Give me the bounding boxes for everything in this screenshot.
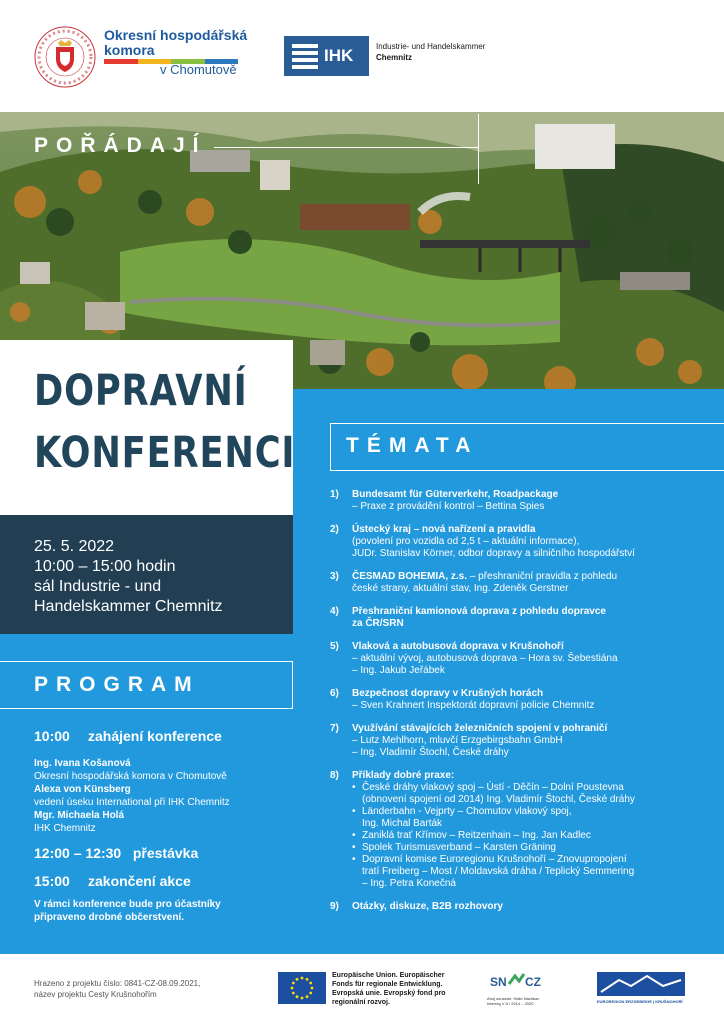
- program-heading: PROGRAM: [34, 673, 200, 696]
- title-line2: KONFERENCI: [34, 428, 296, 478]
- funding-line1: Hrazeno z projektu číslo: 0841-CZ-08.09.2021,: [34, 979, 201, 988]
- ihk-name-line1: Industrie- und Handelskammer: [376, 42, 486, 51]
- eu-funding-text: Europäische Union. Europäischer Fonds für regionale Entwicklung. Evropská unie. Evropský fond pro regionální rozvoj.: [332, 972, 446, 1006]
- speaker-name: Alexa von Künsberg: [34, 784, 131, 795]
- note-line1: V rámci konference bude pro účastníky: [34, 899, 221, 910]
- ihk-name: [376, 41, 506, 63]
- break-row: [34, 845, 198, 861]
- end-label: zakončení akce: [88, 873, 191, 889]
- topic-item: 5) Vlaková a autobusová doprava v Krušnohoří – aktuální vývoj, autobusová doprava – Hora sv. Šebestiána – Ing. Jakub Jeřábek: [330, 641, 618, 676]
- event-details: [0, 515, 293, 634]
- euroregion-logo-icon: [597, 972, 685, 996]
- note-line2: připraveno drobné občerstvení.: [34, 912, 185, 923]
- svg-text:CZ: CZ: [525, 975, 541, 989]
- ihk-bars-icon: [292, 44, 318, 69]
- speaker-name: Mgr. Michaela Holá: [34, 810, 125, 821]
- topic-item: 3) ČESMAD BOHEMIA, z.s. – přeshraniční pravidla z pohledu české strany, aktuální stav, Ing. Zdeněk Gerstner: [330, 571, 618, 594]
- euroregion-label: EUROREGION ERZGEBIRGE | KRUŠNOHOŘÍ: [597, 999, 683, 1004]
- bullet-item: • Länderbahn - Vejprty – Chomutov vlakový spoj, Ing. Michal Barták: [352, 806, 635, 830]
- chamber-seal-icon: [34, 26, 96, 88]
- speaker-role: IHK Chemnitz: [34, 823, 96, 834]
- opening-row: [34, 728, 222, 744]
- ihk-name-line2: Chemnitz: [376, 53, 412, 62]
- bullet-item: • České dráhy vlakový spoj – Ústí - Děčín – Dolní Poustevna (obnovení spojení od 2014) Ing. Vladimír Štochl, České dráhy: [352, 782, 635, 806]
- okk-name-line1: Okresní hospodářská: [104, 27, 248, 43]
- refreshment-note: [34, 898, 221, 924]
- break-time: 12:00 – 12:30: [34, 845, 122, 861]
- topic-item: 2) Ústecký kraj – nová nařízení a pravidla (povolení pro vozidla od 2,5 t – aktuální informace), JUDr. Stanislav Körner, odbor dopravy a silničního hospodářství: [330, 524, 635, 559]
- speaker-role: Okresní hospodářská komora v Chomutově: [34, 771, 227, 782]
- event-venue-line2: Handelskammer Chemnitz: [34, 598, 223, 615]
- title-block: [0, 340, 296, 515]
- ihk-logo-text: IHK: [324, 46, 354, 65]
- speaker-name: Ing. Ivana Košanová: [34, 758, 131, 769]
- interreg-text: Ahoj sousede. Hallo Nachbar. Interreg V A / 2014 – 2020: [487, 996, 540, 1006]
- title-line1: DOPRAVNÍ: [34, 366, 248, 416]
- funding-line2: název projektu Cesty Krušnohořím: [34, 990, 157, 999]
- opening-label: zahájení konference: [88, 728, 222, 744]
- okk-city: v Chomutově: [160, 62, 237, 77]
- organizers-divider: [214, 147, 478, 148]
- topic-item: 1) Bundesamt für Güterverkehr, Roadpackage – Praxe z provádění kontrol – Bettina Spies: [330, 489, 559, 512]
- okk-name-line2: komora: [104, 42, 155, 58]
- organizers-divider-vertical: [478, 114, 479, 184]
- opening-time: 10:00: [34, 728, 70, 744]
- topic-item: 7) Využívání stávajících železničních spojení v pohraničí – Lutz Mehlhorn, mluvčí Erzgebirgsbahn GmbH – Ing. Vladimír Štochl, České dráhy: [330, 723, 608, 758]
- end-row: [34, 873, 191, 889]
- organizers-label: POŘÁDAJÍ: [34, 134, 207, 157]
- bullet-item: • Dopravní komise Euroregionu Krušnohoří – Znovupropojení tratí Freiberg – Most / Moldavská dráha / Teplický Semmering – Ing. Petra Konečná: [352, 854, 635, 890]
- speakers-list: [34, 757, 230, 835]
- funding-note: [34, 978, 234, 1000]
- okk-name: [104, 28, 254, 58]
- ihk-logo: [284, 36, 369, 76]
- topics-heading: TÉMATA: [346, 434, 479, 457]
- topic-item: 9) Otázky, diskuze, B2B rozhovory: [330, 901, 503, 912]
- topic-item: 8) Příklady dobré praxe: • České dráhy vlakový spoj – Ústí - Děčín – Dolní Poustevna (obnovení spojení od 2014) Ing. Vladimír Štochl, České dráhy • Länderbahn - Vejprty – Chomutov vlakový spoj, Ing. Michal Barták • Zaniklá trať Křímov – Reitzenhain – Ing. Jan Kadlec • Spolek Turismusverband – Karsten Gräning • Dopravní komise Euroregionu Krušnohoří – Znovupropojení tratí Freiberg – Most / Moldavská dráha / Teplický Semmering – Ing. Petra Konečná: [330, 770, 710, 890]
- bullet-item: • Zaniklá trať Křímov – Reitzenhain – Ing. Jan Kadlec: [352, 830, 635, 842]
- speaker-role: vedení úseku International při IHK Chemnitz: [34, 797, 230, 808]
- event-time: 10:00 – 15:00 hodin: [34, 558, 176, 575]
- break-label: přestávka: [132, 845, 199, 861]
- event-date: 25. 5. 2022: [34, 538, 115, 555]
- bullet-item: • Spolek Turismusverband – Karsten Gräning: [352, 842, 635, 854]
- topics-list: [330, 489, 710, 924]
- topic-item: 6) Bezpečnost dopravy v Krušných horách – Sven Krahnert Inspektorát dopravní policie Chemnitz: [330, 688, 595, 711]
- end-time: 15:00: [34, 873, 70, 889]
- topic-item: 4) Přeshraniční kamionová doprava z pohledu dopravce za ČR/SRN: [330, 606, 606, 629]
- footer: [0, 954, 724, 1024]
- event-venue-line1: sál Industrie - und: [34, 578, 162, 595]
- header: [0, 0, 724, 112]
- svg-text:SN: SN: [490, 975, 507, 989]
- eu-flag-icon: [278, 972, 326, 1004]
